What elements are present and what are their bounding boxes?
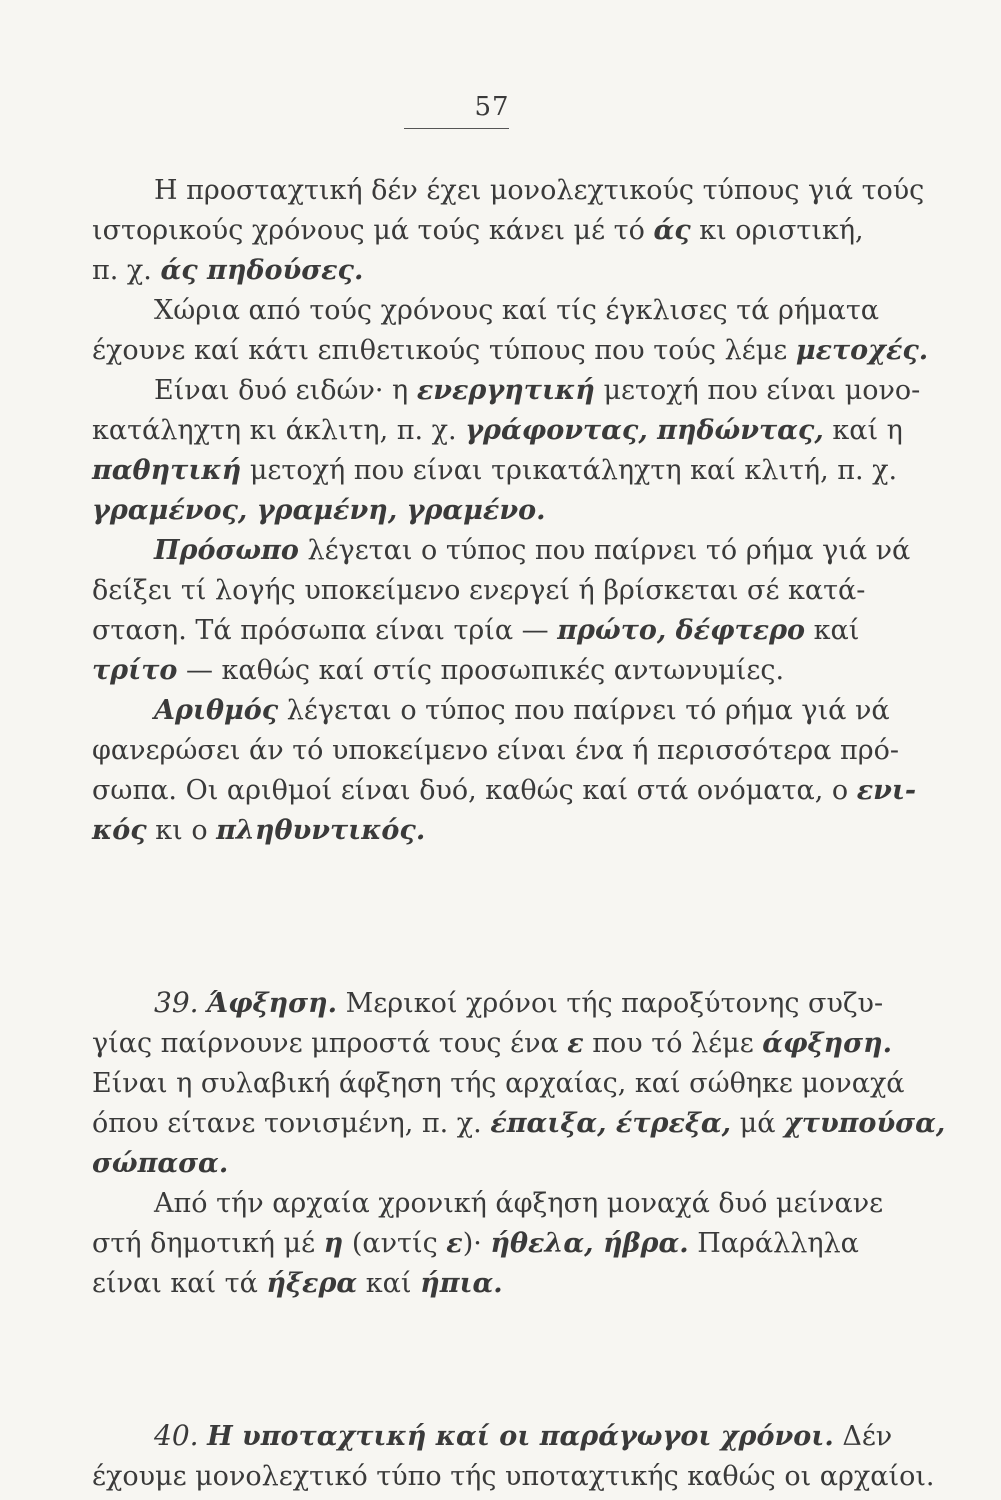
emphasized-term: γράφοντας, πηδώντας, [465,415,824,446]
emphasized-term: σώπασα. [92,1148,229,1179]
emphasized-term: ενεργητική [416,375,595,406]
paragraph [92,291,929,371]
text-run [199,1421,208,1452]
text-run: κι οριστική, [690,215,864,246]
text-line [92,1064,905,1104]
emphasized-term: γραμένος, γραμένη, γραμένο. [92,495,546,526]
text-run: σωπα. Οι αριθμοί είναι δυό, καθώς καί στά ονόματα, ο [92,775,857,806]
text-run: Η προσταχτική δέν έχει μονολεχτικούς τύπους γιά τούς [154,175,925,206]
emphasized-term: ενι- [856,775,917,806]
emphasized-term: Άφξηση. [207,988,338,1019]
text-line [92,371,921,411]
text-run: κατάληχτη κι άκλιτη, π. χ. [92,415,466,446]
emphasized-term: ήξερα [266,1268,358,1299]
text-run: Χώρια από τούς χρόνους καί τίς έγκλισες τά ρήματα [154,295,879,326]
text-run: Είναι η συλαβική άφξηση τής αρχαίας, καί σώθηκε μοναχά [92,1068,905,1099]
text-run: καί [805,615,860,646]
text-line [92,1144,832,1184]
text-run [199,988,208,1019]
text-run: δείξει τί λογής υποκείμενο ενεργεί ή βρίσκεται σέ κατά- [92,575,866,606]
text-run: )· [462,1228,491,1259]
text-run: έχουμε μονολεχτικό τύπο τής υποταχτικής καθώς οι αρχαίοι. [92,1461,935,1492]
section-39 [92,983,946,1304]
text-line [92,451,898,491]
text-line [92,531,911,571]
text-run: Από τήν αρχαία χρονική άφξηση μοναχά δυό μείνανε [154,1188,884,1219]
text-line [92,1104,946,1144]
text-run: που τό λέμε [583,1028,763,1059]
emphasized-term: άς [653,215,691,246]
section-number: 39. [154,986,199,1019]
text-run: καί η [823,415,903,446]
text-line [92,1264,832,1304]
emphasized-term: Πρόσωπο [154,535,299,566]
text-line [92,331,929,371]
text-run: μά [731,1108,785,1139]
text-line [92,771,917,811]
emphasized-term: χτυπούσα, [784,1108,946,1139]
paragraph [92,371,921,531]
emphasized-term: η [323,1228,344,1259]
emphasized-term: παθητική [92,455,242,486]
paragraph [92,531,911,691]
emphasized-term: Η υποταχτική καί οι παράγωγοι χρόνοι. [207,1421,834,1452]
text-line [92,811,832,851]
emphasized-term: μετοχές. [795,335,929,366]
text-line [92,691,890,731]
text-run: λέγεται ο τύπος που παίρνει τό ρήμα γιά νά [278,695,890,726]
section-40 [92,1416,935,1497]
text-line [92,1416,893,1457]
text-run: π. χ. [92,255,161,286]
text-run: μετοχή που είναι μονο- [594,375,921,406]
text-run: (αντίς [343,1228,447,1259]
text-run: Παράλληλα [688,1228,859,1259]
text-run: — καθώς καί στίς προσωπικές αντωνυμίες. [177,655,785,686]
text-line [92,1184,884,1224]
text-line [92,171,925,211]
text-run: φανερώσει άν τό υποκείμενο είναι ένα ή περισσότερα πρό- [92,735,899,766]
page [92,92,946,1497]
page-number-rule [404,128,509,129]
text-run: Μερικοί χρόνοι τής παροξύτονης συζυ- [337,988,884,1019]
emphasized-term: Αριθμός [154,695,279,726]
emphasized-term: κός [92,815,147,846]
paragraph [92,1184,884,1304]
text-run: έχουνε καί κάτι επιθετικούς τύπους που τούς λέμε [92,335,796,366]
text-line [92,731,899,771]
text-line [92,571,866,611]
text-line [92,1224,859,1264]
emphasized-term: ήθελα, ήβρα. [490,1228,689,1259]
text-line [92,1457,935,1497]
paragraph [92,691,917,851]
text-line [92,1024,893,1064]
text-line [92,411,903,451]
text-line [92,491,832,531]
text-run: σταση. Τά πρόσωπα είναι τρία — [92,615,558,646]
text-line [92,291,879,331]
text-run: κι ο [146,815,217,846]
section-number: 40. [154,1419,199,1452]
paragraph [92,1416,935,1497]
text-line [92,983,884,1024]
text-run: Είναι δυό ειδών· η [154,375,417,406]
text-run: Δέν [833,1421,893,1452]
emphasized-term: ε [567,1028,584,1059]
text-line [92,651,832,691]
emphasized-term: ε [446,1228,463,1259]
emphasized-term: πληθυντικός. [216,815,426,846]
text-run: καί [357,1268,421,1299]
emphasized-term: πρώτο, δέφτερο [557,615,806,646]
emphasized-term: τρίτο [92,655,178,686]
emphasized-term: έπαιξα, έτρεξα, [490,1108,732,1139]
page-number: 57 [474,92,510,122]
text-line [92,611,860,651]
text-run: ιστορικούς χρόνους μά τούς κάνει μέ τό [92,215,654,246]
text-line [92,251,832,291]
paragraph [92,983,946,1184]
text-run: μετοχή που είναι τρικατάληχτη καί κλιτή, π. χ. [241,455,898,486]
text-run: λέγεται ο τύπος που παίρνει τό ρήμα γιά νά [298,535,911,566]
text-line [92,211,864,251]
paragraph-imperative [92,171,929,851]
emphasized-term: άς πηδούσες. [160,255,364,286]
emphasized-term: ήπια. [420,1268,503,1299]
emphasized-term: άφξηση. [762,1028,893,1059]
text-run: γίας παίρνουνε μπροστά τους ένα [92,1028,568,1059]
text-run: όπου είτανε τονισμένη, π. χ. [92,1108,491,1139]
paragraph [92,171,925,291]
text-run: είναι καί τά [92,1268,267,1299]
text-run: στή δημοτική μέ [92,1228,324,1259]
